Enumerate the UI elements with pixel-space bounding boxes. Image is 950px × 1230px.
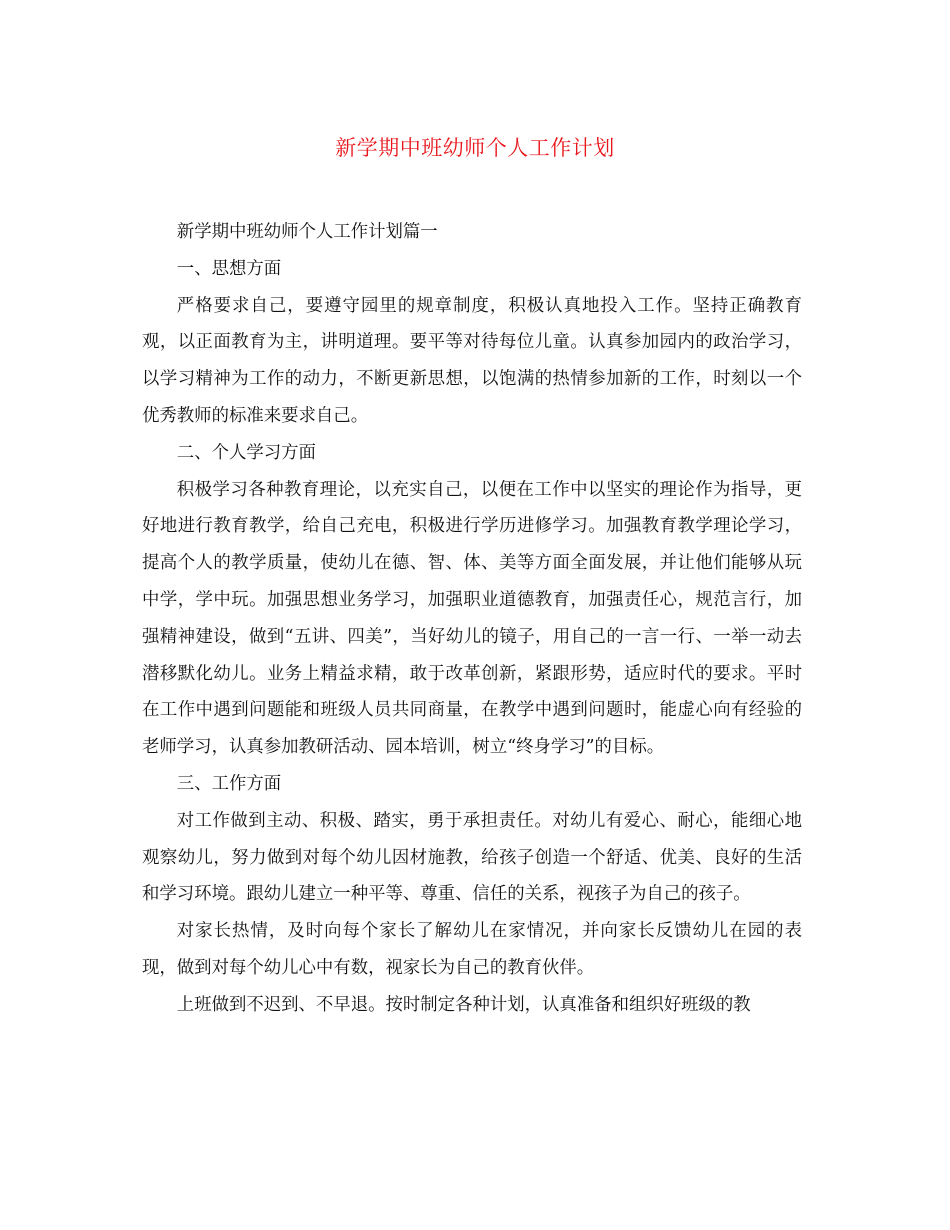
section-heading-work: 三、工作方面 [176, 773, 282, 794]
paragraph-work-2: 对家长热情，及时向每个家长了解幼儿在家情况，并向家长反馈幼儿在园的表现，做到对每个幼儿心中有数，视家长为自己的教育伙伴。 [142, 921, 802, 978]
section-heading-study: 二、个人学习方面 [176, 442, 316, 463]
paragraph-study: 积极学习各种教育理论，以充实自己，以便在工作中以坚实的理论作为指导，更好地进行教育教学，给自己充电，积极进行学历进修学习。加强教育教学理论学习，提高个人的教学质量，使幼儿在德、智、体、美等方面全面发展，并让他们能够从玩中学，学中玩。加强思想业务学习，加强职业道德教育，加强责任心，规范言行，加强精神建设，做到“五讲、四美”，当好幼儿的镜子，用自己的一言一行、一举一动去潜移默化幼儿。业务上精益求精，敢于改革创新，紧跟形势，适应时代的要求。平时在工作中遇到问题能和班级人员共同商量，在教学中遇到问题时，能虚心向有经验的老师学习，认真参加教研活动、园本培训，树立“终身学习”的目标。 [142, 479, 802, 758]
section-heading-thought: 一、思想方面 [176, 258, 282, 279]
document-body [142, 214, 802, 1024]
paragraph-work-1: 对工作做到主动、积极、踏实，勇于承担责任。对幼儿有爱心、耐心，能细心地观察幼儿，努力做到对每个幼儿因材施教，给孩子创造一个舒适、优美、良好的生活和学习环境。跟幼儿建立一种平等、尊重、信任的关系，视孩子为自己的孩子。 [142, 810, 802, 905]
paragraph-work-3: 上班做到不迟到、不早退。按时制定各种计划，认真准备和组织好班级的教 [176, 994, 751, 1015]
document-title: 新学期中班幼师个人工作计划 [335, 136, 615, 160]
paragraph-thought: 严格要求自己，要遵守园里的规章制度，积极认真地投入工作。坚持正确教育观，以正面教育为主，讲明道理。要平等对待每位儿童。认真参加园内的政治学习，以学习精神为工作的动力，不断更新思想，以饱满的热情参加新的工作，时刻以一个优秀教师的标准来要求自己。 [142, 295, 802, 426]
section-heading-article: 新学期中班幼师个人工作计划篇一 [176, 222, 438, 242]
